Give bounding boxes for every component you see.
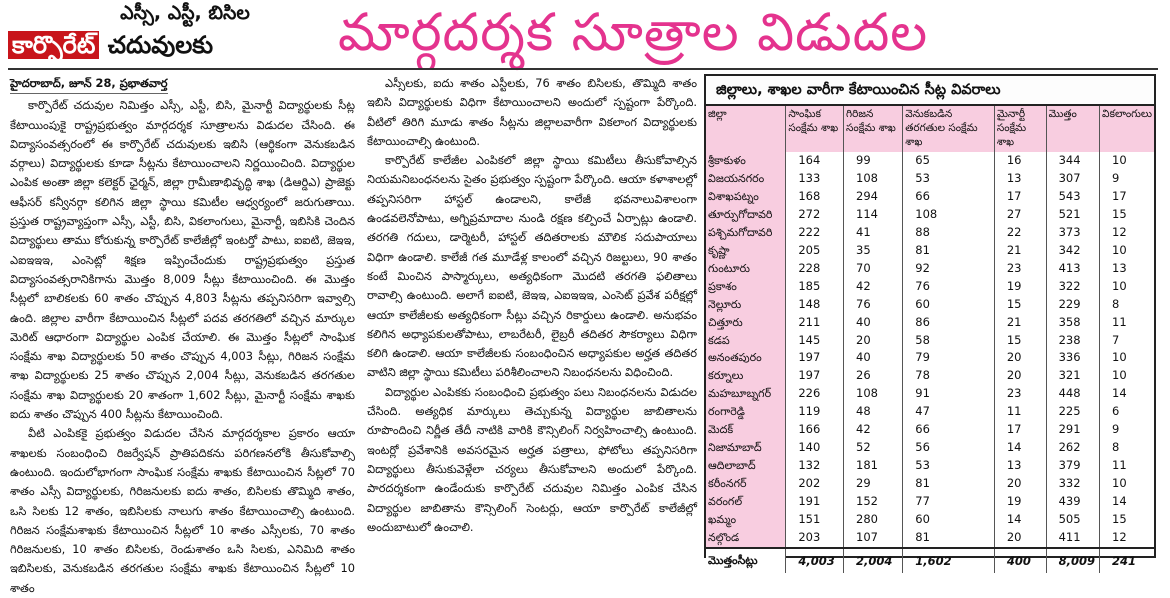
table-cell: 13 <box>994 457 1046 475</box>
district-name-cell: కడప <box>706 332 786 350</box>
district-name-cell: కరీంనగర్ <box>706 475 786 493</box>
district-name-cell: శ్రీకాకుళం <box>706 152 786 170</box>
table-cell: 108 <box>844 385 903 403</box>
table-cell: 41 <box>844 224 903 242</box>
district-name-cell: వరంగల్ <box>706 493 786 511</box>
table-cell: 60 <box>903 511 995 529</box>
table-cell: 10 <box>1100 278 1154 296</box>
paragraph: ఎస్సీలకు, ఐదు శాతం ఎస్టీలకు, 76 శాతం బిసిలకు, తొమ్మిది శాతం ఇబిసి విద్యార్థులకు విధిగా కేటాయించాలని అందులో స్పష్టంగా పేర్కొంది. వీటిలో తిరిగి మూడు శాతం సీట్లను జిల్లాలవారీగా వికలాంగ విద్యార్థులకు కేటాయించాల్సి ఉంటుంది. <box>367 76 697 148</box>
kicker-line-2 <box>8 27 330 63</box>
table-total-row <box>706 548 1154 573</box>
table-title: జిల్లాలు, శాఖల వారీగా కేటాయించిన సీట్ల వివరాలు <box>706 76 1154 106</box>
table-cell: 14 <box>1100 493 1154 511</box>
table-cell: 52 <box>844 439 903 457</box>
table-row <box>706 475 1154 493</box>
table-cell: 40 <box>844 314 903 332</box>
table-cell: 14 <box>1100 385 1154 403</box>
table-cell: 35 <box>844 242 903 260</box>
district-name-cell: తూర్పుగోదావరి <box>706 206 786 224</box>
table-cell: 11 <box>1100 457 1154 475</box>
district-name-cell: చిత్తూరు <box>706 314 786 332</box>
table-cell: 13 <box>1100 260 1154 278</box>
table-cell: 262 <box>1046 439 1099 457</box>
table-row <box>706 529 1154 548</box>
table-cell: 15 <box>1100 511 1154 529</box>
table-cell: 411 <box>1046 529 1099 548</box>
kicker-highlight: కార్పొరేట్ <box>8 31 99 59</box>
table-cell: 164 <box>786 152 844 170</box>
district-name-cell: నిజామాబాద్ <box>706 439 786 457</box>
table-cell: 29 <box>844 475 903 493</box>
table-cell: 81 <box>903 242 995 260</box>
table-cell: 166 <box>786 421 844 439</box>
total-label-cell: మొత్తంసీట్లు <box>706 548 786 573</box>
table-row <box>706 242 1154 260</box>
table-cell: 272 <box>786 206 844 224</box>
table-cell: 20 <box>994 349 1046 367</box>
table-row <box>706 224 1154 242</box>
headline: మార్గదర్శక సూత్రాల విడుదల <box>338 3 929 63</box>
table-cell: 66 <box>903 188 995 206</box>
table-header-cell: వెనుకబడిన తరగతుల సంక్షేమ శాఖ <box>903 106 995 152</box>
table-cell: 185 <box>786 278 844 296</box>
table-cell: 11 <box>994 403 1046 421</box>
table-row <box>706 403 1154 421</box>
table-cell: 119 <box>786 403 844 421</box>
table-cell: 22 <box>994 224 1046 242</box>
article-column-2 <box>367 74 697 554</box>
table-cell: 145 <box>786 332 844 350</box>
table-row <box>706 349 1154 367</box>
table-cell: 53 <box>903 457 995 475</box>
table-cell: 58 <box>903 332 995 350</box>
table-cell: 20 <box>994 367 1046 385</box>
table-cell: 197 <box>786 349 844 367</box>
table-cell: 133 <box>786 170 844 188</box>
table-cell: 10 <box>1100 242 1154 260</box>
table-cell: 307 <box>1046 170 1099 188</box>
table-cell: 60 <box>903 296 995 314</box>
seat-allocation-table <box>706 106 1154 573</box>
table-row <box>706 439 1154 457</box>
table-row <box>706 367 1154 385</box>
district-name-cell: రంగారెడ్డి <box>706 403 786 421</box>
table-cell: 229 <box>1046 296 1099 314</box>
table-cell: 8 <box>1100 439 1154 457</box>
table-cell: 70 <box>844 260 903 278</box>
table-cell: 76 <box>844 296 903 314</box>
table-header-cell: గిరిజన సంక్షేమ శాఖ <box>844 106 903 152</box>
table-cell: 225 <box>1046 403 1099 421</box>
table-cell: 42 <box>844 278 903 296</box>
table-header-cell: మొత్తం <box>1046 106 1099 152</box>
table-cell: 543 <box>1046 188 1099 206</box>
table-cell: 86 <box>903 314 995 332</box>
total-cell: 400 <box>994 548 1046 573</box>
table-cell: 10 <box>1100 152 1154 170</box>
total-cell: 2,004 <box>844 548 903 573</box>
table-cell: 21 <box>994 242 1046 260</box>
table-cell: 152 <box>844 493 903 511</box>
table-cell: 211 <box>786 314 844 332</box>
table-cell: 238 <box>1046 332 1099 350</box>
table-cell: 332 <box>1046 475 1099 493</box>
table-cell: 505 <box>1046 511 1099 529</box>
table-cell: 6 <box>1100 403 1154 421</box>
table-cell: 48 <box>844 403 903 421</box>
table-cell: 222 <box>786 224 844 242</box>
table-cell: 205 <box>786 242 844 260</box>
total-cell: 1,602 <box>903 548 995 573</box>
table-cell: 521 <box>1046 206 1099 224</box>
table-row <box>706 152 1154 170</box>
district-name-cell: ఖమ్మం <box>706 511 786 529</box>
table-cell: 91 <box>903 385 995 403</box>
table-cell: 379 <box>1046 457 1099 475</box>
table-cell: 10 <box>1100 349 1154 367</box>
dateline: హైదరాబాద్, జూన్ 28, ప్రభాతవార్త <box>10 74 168 94</box>
header-rule <box>8 68 1158 70</box>
district-name-cell: విజయనగరం <box>706 170 786 188</box>
table-cell: 21 <box>994 314 1046 332</box>
table-row <box>706 170 1154 188</box>
table-cell: 322 <box>1046 278 1099 296</box>
table-cell: 81 <box>903 475 995 493</box>
district-name-cell: కృష్ణా <box>706 242 786 260</box>
table-row <box>706 332 1154 350</box>
table-cell: 191 <box>786 493 844 511</box>
table-header-row <box>706 106 1154 152</box>
district-name-cell: పశ్చిమగోదావరి <box>706 224 786 242</box>
table-cell: 108 <box>844 170 903 188</box>
table-header-cell: మైనార్టీ సంక్షేమ శాఖ <box>994 106 1046 152</box>
paragraph: వీటి ఎంపికకై ప్రభుత్వం విడుదల చేసిన మార్గదర్శకాల ప్రకారం ఆయా శాఖలకు సంబంధించి రిజర్వేషన్ ప్రాతిపదికను పరిగణనలోకి తీసుకోవాల్సి ఉంటుంది. ఇందులోభాగంగా సాంఘిక సంక్షేమ శాఖకు కేటాయించిన సీట్లలో 70 శాతం ఎస్సీ విద్యార్థులకు, గిరిజనులకు ఐదు శాతం, బిసిలకు తొమ్మిది శాతం, ఒసి సిలకు 12 శాతం, ఇబిసిలకు నాలుగు శాతం కేటాయించాల్సి ఉంటుంది. గిరిజన సంక్షేమశాఖకు కేటాయించిన సీట్లలో 10 శాతం ఎస్సీలకు, 70 శాతం గిరిజనులకు, 10 శాతం బిసిలకు, రెండుశాతం ఒసి సిలకు, ఎనిమిది శాతం ఇబిసిలకు, వెనుకబడిన తరగతుల సంక్షేమ శాఖకు కేటాయించిన సీట్లలో 10 శాతం <box>10 426 355 595</box>
table-cell: 20 <box>994 475 1046 493</box>
table-cell: 40 <box>844 349 903 367</box>
table-cell: 358 <box>1046 314 1099 332</box>
district-name-cell: మెదక్ <box>706 421 786 439</box>
table-cell: 23 <box>994 385 1046 403</box>
paragraph: కార్పొరేట్ కాలేజీల ఎంపికలో జిల్లా స్థాయి కమిటీలు తీసుకోవాల్సిన నియమనిబంధనలను సైతం ప్రభుత్వం స్పష్టంగా పేర్కొంది. ఆయా కళాశాలల్లో తప్పనిసరిగా హాస్టల్ ఉండాలని, కాలేజీ భవనాలువిశాలంగా ఉండవలెనోపాటు, అగ్నిప్రమాదాల నుండి రక్షణ కల్పించే ఏర్పాట్లు ఉండాలి. తరగతి గదులు, డార్మెటరీ, హాస్టల్ తదితరాలకు మౌలిక సదుపాయాలు విధిగా ఉండాలి. కాలేజీ గత మూడేళ్ల కాలంలో వచ్చిన రిజల్టులు, 90 శాతం కంటే మించిన పాస్మార్కులు, అత్యధికంగా మొదటి తరగతి ఫలితాలు రావాల్సి ఉంటుంది. అలాగే ఐఐటి, జెఇఇ, ఎఐఇఇఇ, ఎంసెట్ ప్రవేశ పరీక్షల్లో ఆయా కాలేజీలకు అత్యధికంగా సీట్లు వచ్చిన రికార్డులు ఉండాలి. అనుభవం కలిగిన అధ్యాపకులతోపాటు, లాబరేటరీ, లైబ్రరీ తదితర సౌకర్యాలు విధిగా కలిగి ఉండాలి. ఆయా కాలేజీలకు సంబంధించిన అధ్యాపకుల అర్హత తదితర వాటిని జిల్లా స్థాయి కమిటీలు పరిశీలించాలని నిబంధనలను విధించింది. <box>367 153 697 380</box>
table-cell: 336 <box>1046 349 1099 367</box>
table-cell: 20 <box>844 332 903 350</box>
table-cell: 12 <box>1100 529 1154 548</box>
table-cell: 10 <box>1100 367 1154 385</box>
kicker-tail: చదువులకు <box>107 31 214 59</box>
district-name-cell: ఆదిలాబాద్ <box>706 457 786 475</box>
table-cell: 99 <box>844 152 903 170</box>
table-cell: 76 <box>903 278 995 296</box>
table-row <box>706 188 1154 206</box>
table-cell: 20 <box>994 529 1046 548</box>
district-name-cell: గుంటూరు <box>706 260 786 278</box>
table-cell: 15 <box>994 296 1046 314</box>
table-cell: 56 <box>903 439 995 457</box>
table-cell: 11 <box>1100 314 1154 332</box>
table-cell: 203 <box>786 529 844 548</box>
table-cell: 114 <box>844 206 903 224</box>
table-cell: 23 <box>994 260 1046 278</box>
table-row <box>706 296 1154 314</box>
table-cell: 65 <box>903 152 995 170</box>
table-cell: 291 <box>1046 421 1099 439</box>
table-cell: 53 <box>903 170 995 188</box>
total-cell: 8,009 <box>1046 548 1099 573</box>
table-cell: 13 <box>994 170 1046 188</box>
table-cell: 181 <box>844 457 903 475</box>
table-cell: 9 <box>1100 170 1154 188</box>
district-name-cell: విశాఖపట్నం <box>706 188 786 206</box>
table-cell: 197 <box>786 367 844 385</box>
table-header-cell: సాంఘిక సంక్షేమ శాఖ <box>786 106 844 152</box>
table-row <box>706 206 1154 224</box>
table-row <box>706 278 1154 296</box>
table-cell: 107 <box>844 529 903 548</box>
district-name-cell: ప్రకాశం <box>706 278 786 296</box>
table-cell: 19 <box>994 493 1046 511</box>
district-name-cell: అనంతపురం <box>706 349 786 367</box>
table-cell: 9 <box>1100 421 1154 439</box>
table-row <box>706 493 1154 511</box>
table-cell: 79 <box>903 349 995 367</box>
table-cell: 108 <box>903 206 995 224</box>
table-cell: 14 <box>994 511 1046 529</box>
district-name-cell: నెల్లూరు <box>706 296 786 314</box>
table-cell: 92 <box>903 260 995 278</box>
kicker-line-1: ఎస్సీ, ఎస్టీ, బిసిల <box>120 2 250 24</box>
district-name-cell: మహబూబ్నగర్ <box>706 385 786 403</box>
table-cell: 17 <box>1100 188 1154 206</box>
table-cell: 228 <box>786 260 844 278</box>
table-cell: 342 <box>1046 242 1099 260</box>
table-cell: 26 <box>844 367 903 385</box>
total-cell: 241 <box>1100 548 1154 573</box>
table-cell: 81 <box>903 529 995 548</box>
table-cell: 226 <box>786 385 844 403</box>
table-cell: 15 <box>1100 206 1154 224</box>
table-cell: 7 <box>1100 332 1154 350</box>
table-cell: 148 <box>786 296 844 314</box>
table-row <box>706 511 1154 529</box>
table-cell: 202 <box>786 475 844 493</box>
seat-allocation-table-box <box>704 74 1156 568</box>
table-cell: 280 <box>844 511 903 529</box>
table-row <box>706 457 1154 475</box>
table-cell: 27 <box>994 206 1046 224</box>
table-cell: 140 <box>786 439 844 457</box>
table-cell: 413 <box>1046 260 1099 278</box>
table-cell: 15 <box>994 332 1046 350</box>
table-cell: 10 <box>1100 475 1154 493</box>
table-cell: 344 <box>1046 152 1099 170</box>
table-cell: 88 <box>903 224 995 242</box>
table-cell: 16 <box>994 152 1046 170</box>
table-cell: 42 <box>844 421 903 439</box>
table-cell: 47 <box>903 403 995 421</box>
table-row <box>706 314 1154 332</box>
table-cell: 14 <box>994 439 1046 457</box>
total-cell: 4,003 <box>786 548 844 573</box>
table-cell: 17 <box>994 188 1046 206</box>
table-cell: 17 <box>994 421 1046 439</box>
table-row <box>706 260 1154 278</box>
table-cell: 448 <box>1046 385 1099 403</box>
district-name-cell: కర్నూలు <box>706 367 786 385</box>
district-name-cell: నల్గొండ <box>706 529 786 548</box>
table-cell: 66 <box>903 421 995 439</box>
table-row <box>706 385 1154 403</box>
table-cell: 19 <box>994 278 1046 296</box>
table-cell: 77 <box>903 493 995 511</box>
article-column-1 <box>10 74 355 595</box>
table-cell: 8 <box>1100 296 1154 314</box>
paragraph: కార్పొరేట్ చదువుల నిమిత్తం ఎస్సీ, ఎస్టీ, బిసి, మైనార్టీ విద్యార్థులకు సీట్ల కేటాయింపుకై రాష్ట్రప్రభుత్వం మార్గదర్శక సూత్రాలను విడుదల చేసింది. ఈ విద్యాసంవత్సరంలో ఈ కార్పొరేట్ చదువులకు ఇబిసి (ఆర్థికంగా వెనుకబడిన వర్గాలు) విద్యార్థులకు కూడా సీట్లను కేటాయించాలని నిర్ణయించింది. విద్యార్థుల ఎంపిక అంతా జిల్లా కలెక్టర్ ఛైర్మన్, జిల్లా గ్రామీణాభివృద్ధి శాఖ (డిఆర్డిఎ) ప్రాజెక్టు ఆఫీసర్ కన్వీనర్గా కలిగిన జిల్లా స్థాయి కమిటీల ఆధ్వర్యంలో జరుగుతాయి. ప్రస్తుత రాష్ట్రవ్యాప్తంగా ఎస్సీ, ఎస్టీ, బిసి, వికలాంగులు, మైనార్టీ, ఇబిసికి చెందిన విద్యార్థులు తాము కోరుకున్న కార్పొరేట్ కాలేజీల్లో ఇంటర్తో పాటు, ఐఐటి, జెఇఇ, ఎఐఇఇఇ, ఎంసెట్లో శిక్షణ ఇప్పించేందుకు రాష్ట్రప్రభుత్వం ప్రస్తుత విద్యాసంవత్సరానికిగాను మొత్తం 8,009 సీట్లు కేటాయించింది. ఈ మొత్తం సీట్లలో బాలికలకు 60 శాతం చొప్పున 4,803 సీట్లను తప్పనిసరిగా ఇవ్వాల్సి ఉంది. జిల్లాల వారీగా కేటాయించిన సీట్లలో పదవ తరగతిలో వచ్చిన మార్కుల మెరిట్ ఆధారంగా విద్యార్థుల ఎంపిక చేయాలి. ఈ మొత్తం సీట్లలో సాంఘిక సంక్షేమ శాఖ విద్యార్థులకు 50 శాతం చొప్పున 4,003 సీట్లు, గిరిజన సంక్షేమ శాఖ విద్యార్థులకు 25 శాతం చొప్పున 2,004 సీట్లు, వెనుకబడిన తరగతుల సంక్షేమ శాఖ విద్యార్థులకు 20 శాతంగా 1,602 సీట్లు, మైనార్టీ సంక్షేమ శాఖకు ఐదు శాతం చొప్పున 400 సీట్లను కేటాయించింది. <box>10 98 355 422</box>
table-row <box>706 421 1154 439</box>
table-cell: 132 <box>786 457 844 475</box>
table-cell: 168 <box>786 188 844 206</box>
table-header-cell: వికలాంగులు <box>1100 106 1154 152</box>
paragraph: విద్యార్థుల ఎంపికకు సంబంధించి ప్రభుత్వం పలు నిబంధనలను విడుదల చేసింది. అత్యధిక మార్కులు తెచ్చుకున్న విద్యార్థుల జాబితాలను రూపొందించి నిర్ణీత తేదీ నాటికి వారికి కౌన్సిలింగ్ నిర్వహించాల్సి ఉంటుంది. ఇంటర్లో ప్రవేశానికి అవసరమైన అర్హత పత్రాలు, ఫోటోలు తప్పనిసరిగా విద్యార్థులు తీసుకువెళ్లేలా చర్యలు తీసుకోవాలని అందులో పేర్కొంది. పారదర్శకంగా ఉండేందుకు కార్పొరేట్ చదువుల నిమిత్తం ఎంపిక చేసిన విద్యార్థుల జాబితాను కౌన్సిలింగ్ సెంటర్లు, ఆయా కార్పొరేట్ కాలేజీల్లో అందుబాటులో ఉంచాలి. <box>367 384 697 534</box>
table-cell: 321 <box>1046 367 1099 385</box>
table-cell: 373 <box>1046 224 1099 242</box>
table-cell: 294 <box>844 188 903 206</box>
table-cell: 439 <box>1046 493 1099 511</box>
table-cell: 151 <box>786 511 844 529</box>
table-body <box>706 152 1154 573</box>
table-cell: 78 <box>903 367 995 385</box>
table-header-cell: జిల్లా <box>706 106 786 152</box>
table-cell: 12 <box>1100 224 1154 242</box>
